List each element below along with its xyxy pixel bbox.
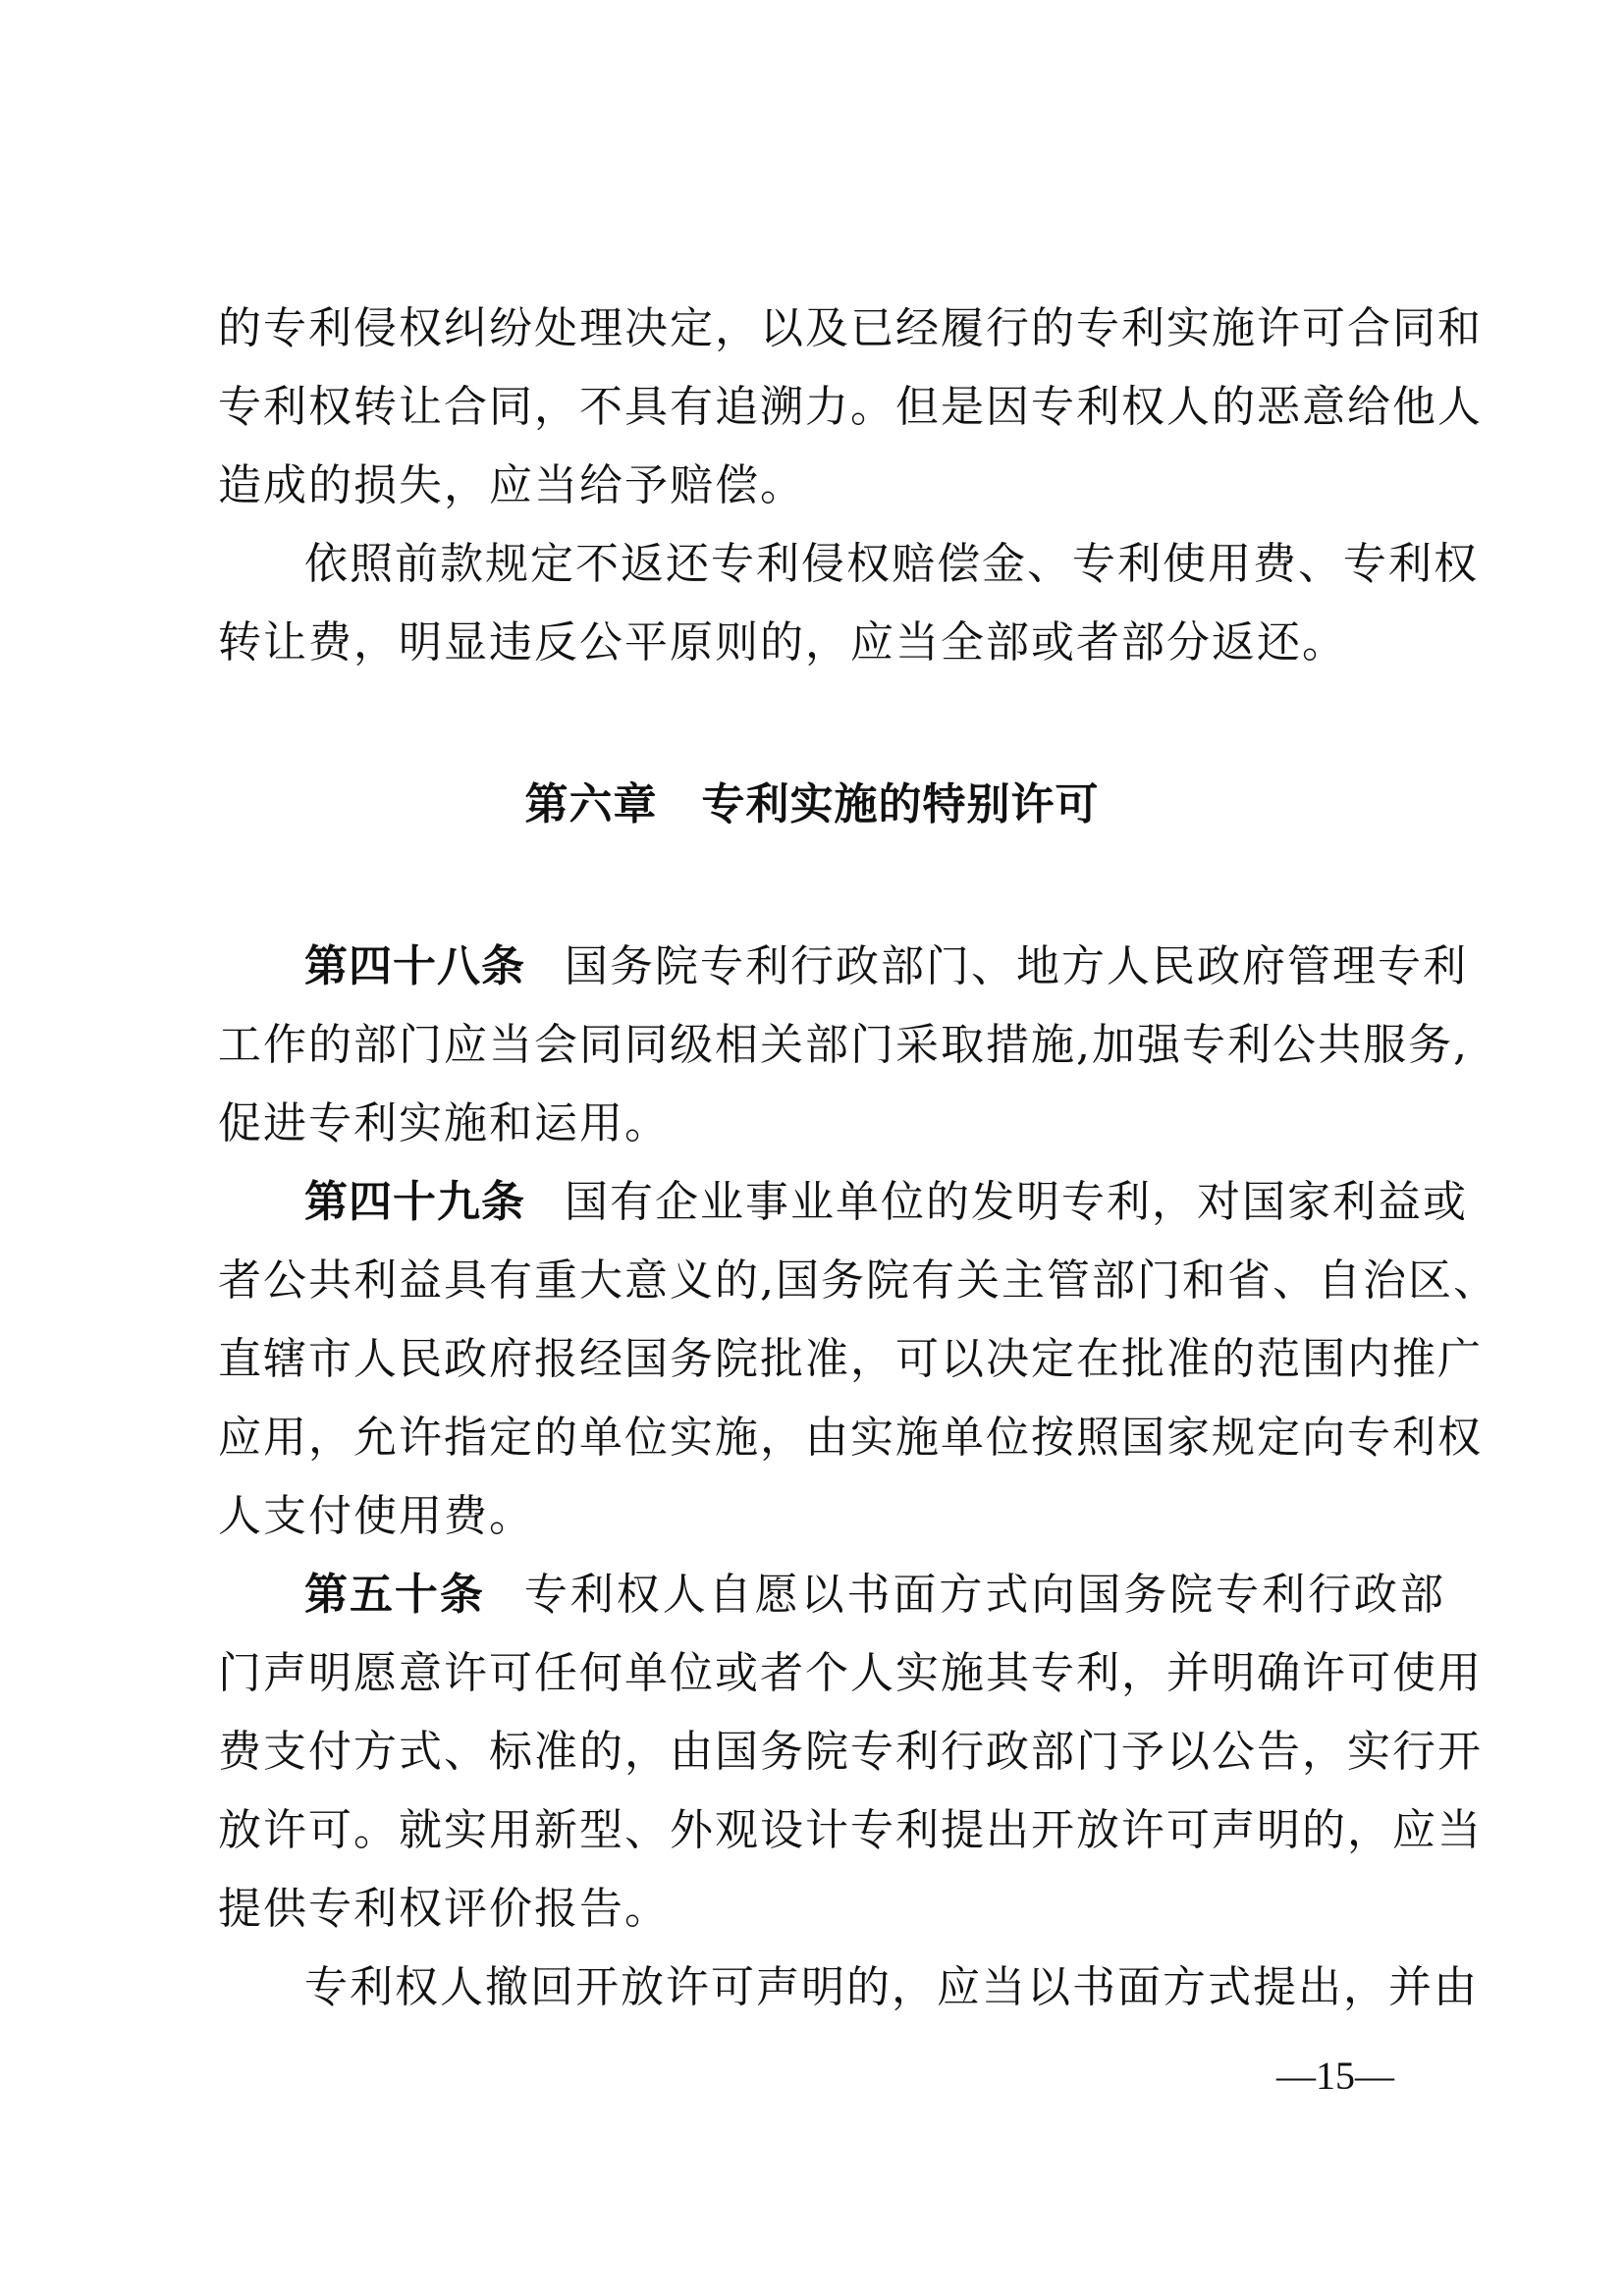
paragraph-line: 放许可。就实用新型、外观设计专利提出开放许可声明的，应当 [218,1805,1483,1855]
paragraph-line: 工作的部门应当会同同级相关部门采取措施,加强专利公共服务, [218,1020,1469,1070]
paragraph-line: 者公共利益具有重大意义的,国务院有关主管部门和省、自治区、 [218,1255,1498,1306]
paragraph-line: 应用，允许指定的单位实施，由实施单位按照国家规定向专利权 [218,1413,1483,1463]
paragraph-line: 的专利侵权纠纷处理决定，以及已经履行的专利实施许可合同和 [218,303,1483,353]
paragraph-line: 专利权转让合同，不具有追溯力。但是因专利权人的恶意给他人 [218,382,1483,432]
paragraph-line: 依照前款规定不返还专利侵权赔偿金、专利使用费、专利权 [304,539,1479,589]
paragraph-line: 专利权人撤回开放许可声明的，应当以书面方式提出，并由 [304,1962,1479,2012]
article-48-text: 国务院专利行政部门、地方人民政府管理专利 [565,941,1468,991]
article-50-first-line [304,1566,1445,1625]
paragraph-line: 促进专利实施和运用。 [218,1098,670,1148]
article-49-title: 第四十九条 [304,1177,525,1227]
paragraph-line: 直辖市人民政府报经国务院批准，可以决定在批准的范围内推广 [218,1334,1483,1384]
article-49-text: 国有企业事业单位的发明专利，对国家利益或 [565,1177,1468,1227]
paragraph-line: 门声明愿意许可任何单位或者个人实施其专利，并明确许可使用 [218,1648,1483,1698]
article-48-first-line [304,937,1468,996]
article-49-first-line [304,1173,1468,1232]
article-48-title: 第四十八条 [304,941,525,991]
paragraph-line: 人支付使用费。 [218,1491,534,1541]
paragraph-line: 造成的损失，应当给予赔偿。 [218,460,805,510]
page-number: —15— [1276,2054,1394,2098]
chapter-heading: 第六章 专利实施的特别许可 [524,779,1100,829]
paragraph-line: 提供专利权评价报告。 [218,1884,670,1934]
article-50-title: 第五十条 [304,1570,485,1620]
paragraph-line: 费支付方式、标准的，由国务院专利行政部门予以公告，实行开 [218,1727,1483,1777]
paragraph-line: 转让费，明显违反公平原则的，应当全部或者部分返还。 [218,617,1347,667]
article-50-text: 专利权人自愿以书面方式向国务院专利行政部 [523,1570,1446,1620]
